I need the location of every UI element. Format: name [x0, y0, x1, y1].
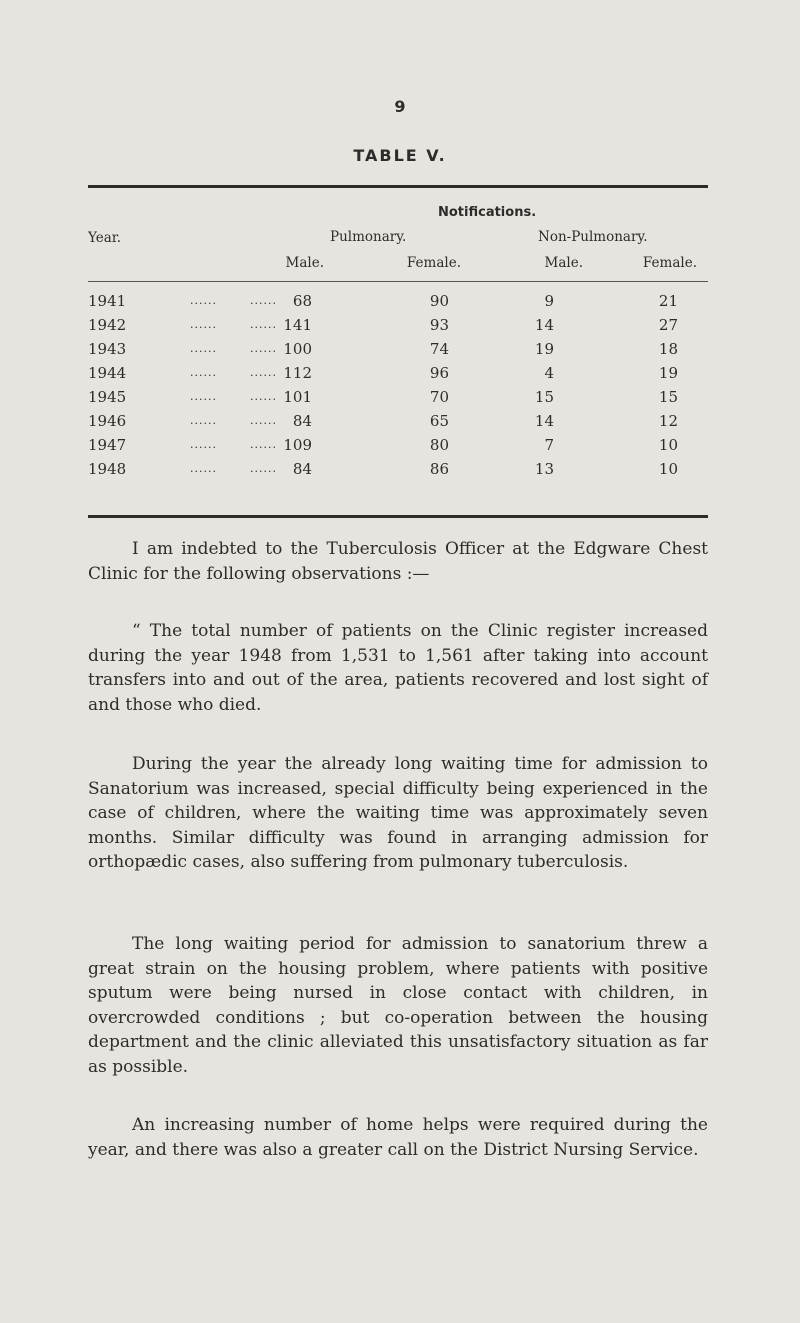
pulmonary-male-value: 141: [283, 316, 312, 334]
non-pulmonary-female-value: 27: [658, 316, 678, 334]
header-year: Year.: [88, 230, 122, 246]
row-year: 1946: [88, 412, 127, 430]
non-pulmonary-female-value: 10: [658, 460, 678, 478]
leader-dots: ......: [190, 294, 217, 307]
leader-dots: ......: [190, 318, 217, 331]
leader-dots: ......: [250, 366, 277, 379]
table-row: [0, 436, 800, 460]
leader-dots: ......: [190, 342, 217, 355]
leader-dots: ......: [250, 414, 277, 427]
pulmonary-female-value: 74: [429, 340, 449, 358]
non-pulmonary-male-value: 15: [534, 388, 554, 406]
body-paragraph-4: An increasing number of home helps were required during the year, and there was also a greater call on the District Nursing Service.: [88, 1115, 708, 1160]
body-paragraph-3: The long waiting period for admission to sanatorium threw a great strain on the housing problem, where patients with positive sputum were being nursed in close contact with children, in overcrowded conditions ; but co-operation between the housing department and the clinic alleviated this unsatisfactory situation as far as possible.: [88, 934, 708, 1077]
table-row: [0, 388, 800, 412]
non-pulmonary-female-value: 21: [658, 292, 678, 310]
non-pulmonary-male-value: 13: [534, 460, 554, 478]
body-paragraph-2: During the year the already long waiting time for admission to Sanatorium was increased, special difficulty being experienced in the case of children, where the waiting time was approximately seven months. Similar difficulty was found in arranging admission for orthopædic cases, also suffering from pulmonary tuberculosis.: [88, 754, 708, 872]
leader-dots: ......: [190, 390, 217, 403]
pulmonary-male-value: 68: [292, 292, 312, 310]
header-non-pulmonary-male: Male.: [544, 255, 583, 271]
non-pulmonary-female-value: 10: [658, 436, 678, 454]
pulmonary-female-value: 93: [429, 316, 449, 334]
pulmonary-female-value: 80: [429, 436, 449, 454]
non-pulmonary-male-value: 9: [544, 292, 554, 310]
row-year: 1944: [88, 364, 127, 382]
pulmonary-male-value: 112: [283, 364, 312, 382]
pulmonary-female-value: 96: [429, 364, 449, 382]
non-pulmonary-female-value: 18: [658, 340, 678, 358]
pulmonary-male-value: 101: [283, 388, 312, 406]
table-row: [0, 460, 800, 484]
pulmonary-male-value: 100: [283, 340, 312, 358]
header-non-pulmonary: Non-Pulmonary.: [538, 229, 648, 245]
table-title: TABLE V.: [353, 146, 447, 165]
leader-dots: ......: [190, 414, 217, 427]
table-bottom-rule: [88, 515, 708, 518]
row-year: 1945: [88, 388, 127, 406]
table-row: [0, 340, 800, 364]
table-row: [0, 364, 800, 388]
table-body: [0, 292, 800, 484]
pulmonary-female-value: 86: [429, 460, 449, 478]
pulmonary-female-value: 70: [429, 388, 449, 406]
leader-dots: ......: [190, 438, 217, 451]
page-number: 9: [394, 97, 406, 116]
leader-dots: ......: [190, 462, 217, 475]
pulmonary-female-value: 90: [429, 292, 449, 310]
header-rule: [88, 281, 708, 282]
non-pulmonary-male-value: 14: [534, 316, 554, 334]
non-pulmonary-male-value: 4: [544, 364, 554, 382]
intro-paragraph: I am indebted to the Tuberculosis Officer at the Edgware Chest Clinic for the following observations :—: [88, 539, 708, 584]
non-pulmonary-male-value: 14: [534, 412, 554, 430]
table-row: [0, 412, 800, 436]
table-top-rule: [88, 185, 708, 188]
body-paragraph-1: “ The total number of patients on the Clinic register increased during the year 1948 from 1,531 to 1,561 after taking into account transfers into and out of the area, patients recovered and lost sight of and those who died.: [88, 621, 708, 715]
table-row: [0, 292, 800, 316]
row-year: 1941: [88, 292, 127, 310]
row-year: 1942: [88, 316, 127, 334]
leader-dots: ......: [250, 438, 277, 451]
pulmonary-male-value: 109: [283, 436, 312, 454]
leader-dots: ......: [250, 342, 277, 355]
header-notifications: Notifications.: [438, 205, 537, 220]
header-pulmonary: Pulmonary.: [330, 229, 407, 245]
non-pulmonary-male-value: 19: [534, 340, 554, 358]
row-year: 1947: [88, 436, 127, 454]
non-pulmonary-female-value: 19: [658, 364, 678, 382]
non-pulmonary-male-value: 7: [544, 436, 554, 454]
pulmonary-male-value: 84: [292, 460, 312, 478]
leader-dots: ......: [250, 318, 277, 331]
header-pulmonary-male: Male.: [285, 255, 324, 271]
leader-dots: ......: [250, 462, 277, 475]
non-pulmonary-female-value: 15: [658, 388, 678, 406]
table-row: [0, 316, 800, 340]
pulmonary-male-value: 84: [292, 412, 312, 430]
row-year: 1943: [88, 340, 127, 358]
leader-dots: ......: [250, 294, 277, 307]
header-pulmonary-female: Female.: [406, 255, 461, 271]
non-pulmonary-female-value: 12: [658, 412, 678, 430]
row-year: 1948: [88, 460, 127, 478]
leader-dots: ......: [250, 390, 277, 403]
leader-dots: ......: [190, 366, 217, 379]
pulmonary-female-value: 65: [429, 412, 449, 430]
header-non-pulmonary-female: Female.: [642, 255, 697, 271]
